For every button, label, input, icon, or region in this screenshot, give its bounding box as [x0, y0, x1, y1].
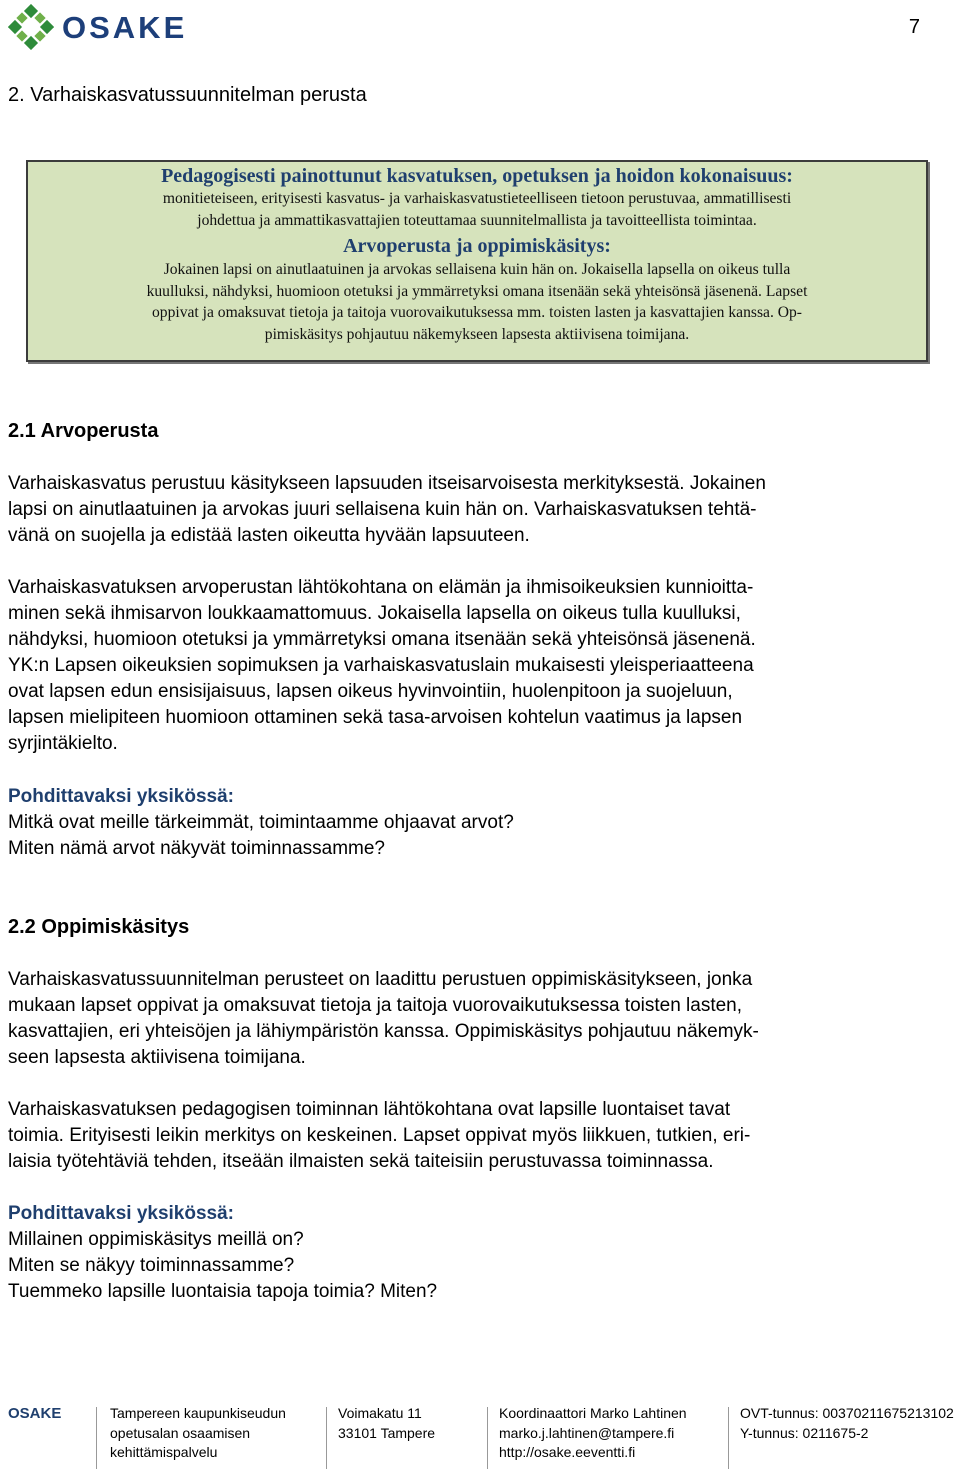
box-line: kuulluksi, nähdyksi, huomioon otetuksi ja ymmärretyksi omana itsenään sekä yhteisönsä jäsenenä. Lapset — [146, 282, 808, 300]
box-line: Jokainen lapsi on ainutlaatuinen ja arvokas sellaisena kuin hän on. Jokaisella lapsella on oikeus tulla — [163, 261, 791, 278]
footer-line: Tampereen kaupunkiseudun — [110, 1405, 286, 1421]
text-line: YK:n Lapsen oikeuksien sopimuksen ja varhaiskasvatuslain mukaisesti yleisperiaatteena — [8, 655, 754, 676]
text-line: syrjintäkielto. — [8, 733, 118, 754]
page-number: 7 — [908, 16, 920, 38]
reflection-heading: Pohdittavaksi yksikössä: — [8, 1203, 234, 1224]
reflection-question: Mitkä ovat meille tärkeimmät, toimintaamme ohjaavat arvot? — [8, 812, 514, 833]
footer-email-link[interactable]: marko.j.lahtinen@tampere.fi — [499, 1424, 675, 1441]
text-line: nähdyksi, huomioon otetuksi ja ymmärretyksi omana itsenään sekä yhteisönsä jäsenenä. — [8, 629, 756, 650]
text-line: mukaan lapset oppivat ja omaksuvat tietoja ja taitoja vuorovaikutuksessa toisten lasten, — [8, 995, 743, 1016]
text-line: toimia. Erityisesti leikin merkitys on keskeinen. Lapset oppivat myös liikkuen, tutkien, eri- — [8, 1125, 751, 1146]
text-line: vänä on suojella ja edistää lasten oikeutta hyvään lapsuuteen. — [8, 525, 530, 546]
section-2-1-paragraph-2 — [8, 575, 908, 757]
section-number: 2.1 — [8, 420, 36, 442]
footer-divider — [487, 1407, 488, 1469]
summary-box — [26, 160, 928, 362]
text-line: minen sekä ihmisarvon loukkaamattomuus. Jokaisella lapsella on oikeus tulla kuulluksi, — [8, 603, 741, 624]
footer-brand: OSAKE — [8, 1405, 62, 1422]
reflection-question: Tuemmeko lapsille luontaisia tapoja toimia? Miten? — [8, 1281, 438, 1302]
text-line: lapsen mielipiteen huomioon ottaminen sekä tasa-arvoisen kohtelun vaatimus ja lapsen — [8, 707, 743, 728]
section-2-1-reflection — [8, 784, 908, 862]
text-line: Varhaiskasvatussuunnitelman perusteet on laadittu perustuen oppimiskäsitykseen, jonka — [8, 969, 753, 990]
footer-line: Voimakatu 11 — [338, 1405, 422, 1421]
section-2-2-paragraph-1 — [8, 967, 908, 1071]
text-line: ovat lapsen edun ensisijaisuus, lapsen oikeus hyvinvointiin, huolenpitoon ja suojeluun, — [8, 681, 733, 702]
main-heading: 2. Varhaiskasvatussuunnitelman perusta — [8, 84, 367, 106]
text-line: Varhaiskasvatuksen pedagogisen toiminnan lähtökohtana ovat lapsille luontaiset tavat — [8, 1099, 731, 1120]
text-line: Varhaiskasvatuksen arvoperustan lähtökohtana on elämän ja ihmisoikeuksien kunnioitta- — [8, 577, 754, 598]
footer-organization — [110, 1404, 286, 1463]
footer-line: kehittämispalvelu — [110, 1444, 218, 1460]
section-title-text: Arvoperusta — [40, 420, 159, 442]
box-title: Pedagogisesti painottunut kasvatuksen, opetuksen ja hoidon kokonaisuus: — [161, 165, 793, 187]
footer-divider — [96, 1407, 97, 1469]
reflection-question: Miten se näkyy toiminnassamme? — [8, 1255, 295, 1276]
footer-divider — [728, 1407, 729, 1469]
section-number: 2.2 — [8, 916, 36, 938]
section-2-1-title — [8, 420, 158, 443]
box-line: johdettua ja ammattikasvattajien toteuttamaa suunnitelmallista ja tavoitteellista toimintaa. — [197, 211, 757, 229]
box-line: oppivat ja omaksuvat tietoja ja taitoja vuorovaikutuksessa mm. toisten lasten ja kasvattajien kanssa. Op- — [151, 304, 803, 321]
text-line: kasvattajien, eri yhteisöjen ja lähiympäristön kanssa. Oppimiskäsitys pohjautuu näkemyk- — [8, 1021, 759, 1042]
logo-text: OSAKE — [62, 9, 188, 45]
section-2-2-paragraph-2 — [8, 1097, 908, 1175]
footer-divider — [326, 1407, 327, 1469]
reflection-question: Millainen oppimiskäsitys meillä on? — [8, 1229, 304, 1250]
footer-line: opetusalan osaamisen — [110, 1424, 251, 1441]
footer-line: 33101 Tampere — [338, 1424, 436, 1441]
footer-line: Y-tunnus: 0211675-2 — [740, 1424, 869, 1441]
section-2-2-title — [8, 916, 189, 939]
box-text-2 — [28, 259, 926, 345]
reflection-question: Miten nämä arvot näkyvät toiminnassamme? — [8, 838, 385, 859]
reflection-heading: Pohdittavaksi yksikössä: — [8, 786, 234, 807]
osake-logo-icon — [8, 4, 54, 50]
text-line: Varhaiskasvatus perustuu käsitykseen lapsuuden itseisarvoisesta merkityksestä. Jokainen — [8, 473, 766, 494]
footer-address — [338, 1404, 435, 1443]
footer-contact — [499, 1404, 687, 1463]
section-2-1-paragraph-1 — [8, 471, 908, 549]
box-subtitle: Arvoperusta ja oppimiskäsitys: — [343, 235, 611, 257]
footer-line: OVT-tunnus: 003702116752131​02 — [740, 1405, 954, 1421]
footer-website-link[interactable]: http://osake.eeventti.fi — [499, 1444, 636, 1460]
box-line: monitieteiseen, erityisesti kasvatus- ja varhaiskasvatustieteelliseen tietoon perustuvaa, ammatillisesti — [162, 190, 792, 207]
section-title-text: Oppimiskäsitys — [41, 916, 190, 938]
footer-line: Koordinaattori Marko Lahtinen — [499, 1405, 687, 1421]
box-text-1 — [28, 188, 926, 231]
text-line: laisia työtehtäviä tehden, itseään ilmaisten sekä taiteisiin perustuvassa toiminnassa. — [8, 1151, 714, 1172]
footer-identifiers — [740, 1404, 954, 1443]
osake-logo — [8, 4, 187, 50]
box-line: pimiskäsitys pohjautuu näkemykseen lapsesta aktiivisena toimijana. — [264, 325, 690, 343]
text-line: lapsi on ainutlaatuinen ja arvokas juuri sellaisena kuin hän on. Varhaiskasvatuksen tehtä- — [8, 499, 757, 520]
text-line: seen lapsesta aktiivisena toimijana. — [8, 1047, 306, 1068]
page-footer — [0, 1404, 960, 1469]
section-2-2-reflection — [8, 1201, 908, 1305]
